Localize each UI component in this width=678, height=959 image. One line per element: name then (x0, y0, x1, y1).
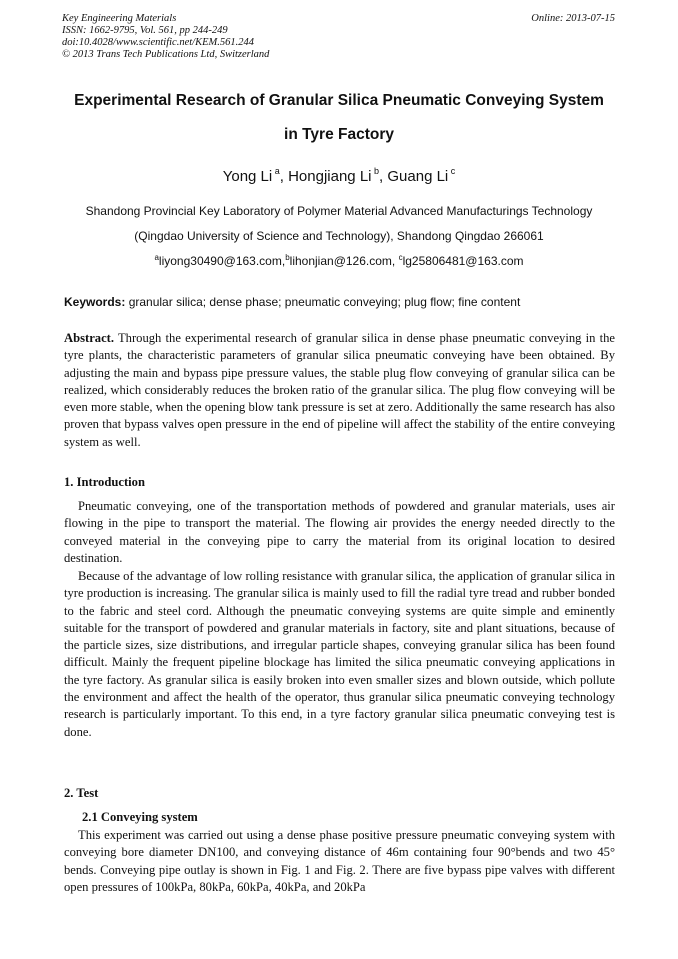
online-date: Online: 2013-07-15 (531, 13, 615, 24)
copyright-line: © 2013 Trans Tech Publications Ltd, Switzerland (62, 49, 270, 60)
section-heading-introduction: 1. Introduction (64, 475, 145, 489)
author-sup: a (274, 166, 280, 176)
author-name: Yong Li (222, 168, 273, 185)
subsection-heading-conveying-system: 2.1 Conveying system (82, 810, 198, 824)
affiliation-line2: (Qingdao University of Science and Technology), Shandong Qingdao 266061 (134, 229, 544, 243)
email-link[interactable]: lihonjian@126.com (289, 254, 392, 268)
test-paragraph-1 (64, 827, 615, 896)
abstract-block (64, 330, 615, 451)
affiliation-line1: Shandong Provincial Key Laboratory of Polymer Material Advanced Manufacturings Technology (85, 204, 593, 218)
email-sup: a (154, 253, 159, 262)
keywords-block (64, 295, 520, 309)
author-emails: $^a$liyong30490@163.com,$^b$lihonjian@126.com, $^c$lg25806481@163.com (154, 253, 524, 268)
keywords-text: granular silica; dense phase; pneumatic conveying; plug flow; fine content (128, 295, 521, 309)
test-paragraph-1-text: This experiment was carried out using a dense phase positive pressure pneumatic conveying system with conveying bore diameter DN100, and conveying distance of 46m containing four 90°bends and two 45° bends. Conveying pipe outlay is shown in Fig. 1 and Fig. 2. There are five bypass pipe valves with different open pressures of 100kPa, 80kPa, 60kPa, 40kPa, and 20kPa (64, 828, 615, 894)
journal-header (62, 13, 269, 61)
issn-line: ISSN: 1662-9795, Vol. 561, pp 244-249 (62, 25, 228, 36)
doi-line: doi:10.4028/www.scientific.net/KEM.561.244 (62, 37, 254, 48)
email-link[interactable]: lg25806481@163.com (402, 254, 524, 268)
author-list: Yong Li $^a$, Hongjiang Li $^b$, Guang Li $^c$ (222, 166, 456, 185)
email-sup: b (285, 253, 290, 262)
abstract-text: Through the experimental research of granular silica in dense phase pneumatic conveying in the tyre plants, the characteristic parameters of granular silica pneumatic conveying have been obtained. By adjusting the main and bypass pipe pressure values, the stable plug flow conveying of granular silica can be realized, which considerably reduces the broken ratio of the granular silica. The plug flow conveying will be even more stable, when the opening blow tank pressure is set at zero. Additionally the same research has also proven that bypass valves open pressure in the end of pipeline will affect the stability of the entire conveying system as well. (64, 331, 615, 449)
email-link[interactable]: liyong30490@163.com (158, 254, 282, 268)
paper-title-line1: Experimental Research of Granular Silica Pneumatic Conveying System (74, 92, 604, 109)
section-heading-test: 2. Test (64, 786, 99, 800)
paper-title-line2: in Tyre Factory (284, 126, 394, 143)
author-sup: b (374, 166, 380, 176)
author-sup: c (450, 166, 456, 176)
intro-paragraph-1 (64, 498, 615, 567)
journal-name: Key Engineering Materials (62, 13, 177, 24)
intro-paragraph-2-text: Because of the advantage of low rolling resistance with granular silica, the application of granular silica in tyre production is increasing. The granular silica is mainly used to fill the radial tyre tread and rubber bonded to the fabric and steel cord. Although the pneumatic conveying systems are quite simple and eminently suitable for the transport of powdered and granular materials in factory, site and plant situations, because of the particle sizes, size distributions, and irregular particle shapes, conveying granular silica has been found difficult. Mainly the frequent pipeline blockage has limited the silica pneumatic conveying applications in the tyre factory. As granular silica is easily broken into even smaller sizes and blown outside, which pollute the environment and affect the health of the operator, thus granular silica pneumatic conveying technology research is particularly important. To this end, in a tyre factory granular silica pneumatic conveying test is done. (64, 569, 615, 739)
author-name: Guang Li (387, 168, 449, 185)
keywords-label: Keywords: (64, 295, 126, 309)
intro-paragraph-2 (64, 568, 615, 741)
email-sup: c (398, 253, 403, 262)
author-name: Hongjiang Li (288, 168, 372, 185)
intro-paragraph-1-text: Pneumatic conveying, one of the transportation methods of powdered and granular materials, uses air flowing in the pipe to transport the material. The flowing air provides the energy needed directly to the conveyed material in the conveying pipe to carry the material from its original location to desired destination. (64, 499, 615, 565)
abstract-label: Abstract. (64, 331, 115, 345)
